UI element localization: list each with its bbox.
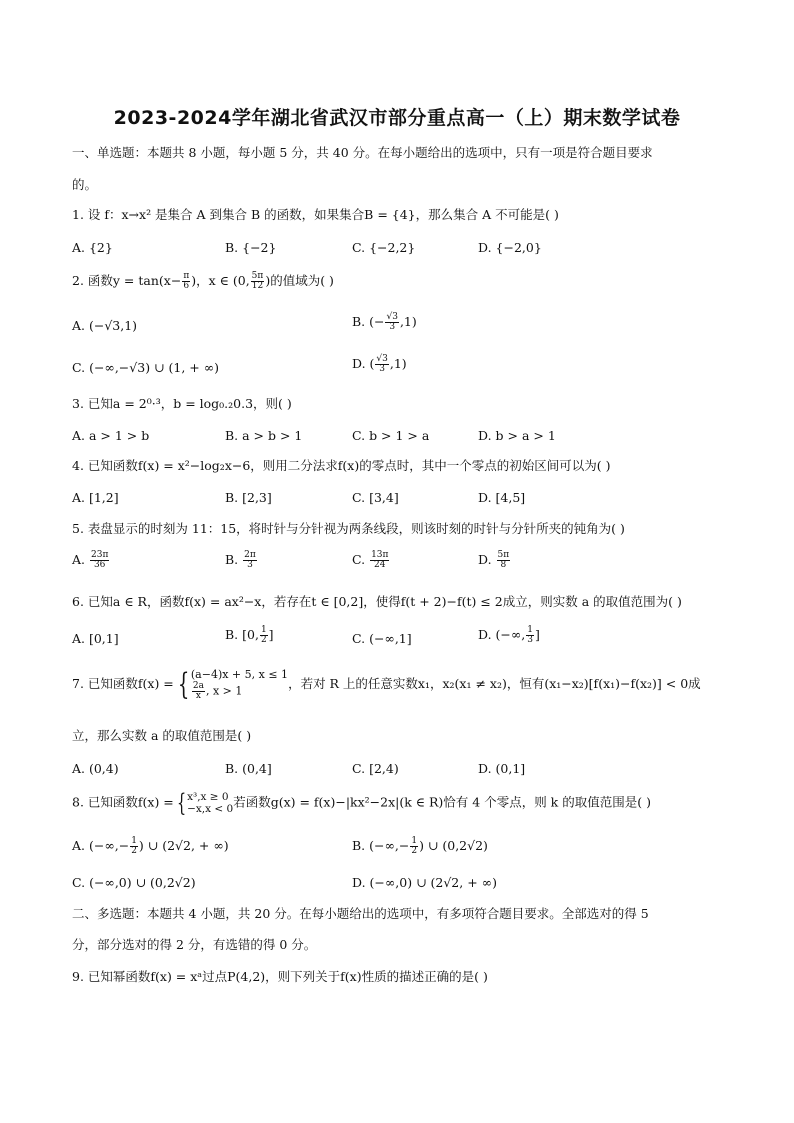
q5-option-b <box>225 551 258 570</box>
q2-frac2-num: 5π <box>251 271 264 281</box>
q5-stem: 5. 表盘显示的时刻为 11：15，将时针与分针视为两条线段，则该时刻的时针与分针所夹的钝角为( ) <box>72 521 625 536</box>
q7-piece2-frac <box>192 682 205 701</box>
q4-option-d: D. [4,5] <box>478 490 526 505</box>
q9-stem: 9. 已知幂函数f(x) = xᵃ过点P(4,2)，则下列关于f(x)性质的描述正确的是( ) <box>72 969 488 984</box>
q5-option-b-den: 3 <box>247 560 253 570</box>
q6-stem: 6. 已知a ∈ R，函数f(x) = ax²−x，若存在t ∈ [0,2]，使得f(t + 2)−f(t) ≤ 2成立，则实数 a 的取值范围为( ) <box>72 594 682 609</box>
q2-frac-pi-6 <box>182 272 190 291</box>
q2-frac2-den: 12 <box>251 281 264 291</box>
q1-option-b: B. {−2} <box>225 240 277 255</box>
q7-option-b: B. (0,4] <box>225 761 272 776</box>
q8-stem-part-b: 若函数g(x) = f(x)−|kx²−2x|(k ∈ R)恰有 4 个零点，则 k 的取值范围是( ) <box>233 794 651 810</box>
q2-frac-den: 6 <box>183 281 190 291</box>
q5-option-a-num: 23π <box>91 550 109 560</box>
q6-option-d-suffix: ] <box>535 627 540 642</box>
q8-stem <box>72 791 651 815</box>
q5-option-d-label: D. <box>478 552 492 567</box>
q2-option-d-frac <box>375 355 388 374</box>
q5-option-d <box>478 551 511 570</box>
page-title: 2023-2024学年湖北省武汉市部分重点高一（上）期末数学试卷 <box>113 107 681 129</box>
q2-stem-part-b: )，x ∈ (0, <box>191 273 250 288</box>
q8-option-b <box>352 837 488 856</box>
q8-option-b-suffix: ) ∪ (0,2√2) <box>419 838 488 853</box>
q3-option-c: C. b > 1 > a <box>352 428 430 443</box>
q2-option-d-den: 3 <box>379 364 385 374</box>
q7-piece2-den: x <box>195 691 201 701</box>
q5-option-c-den: 24 <box>374 560 386 570</box>
q8-option-a-den: 2 <box>131 846 137 856</box>
q4-option-a: A. [1,2] <box>72 490 119 505</box>
section1-heading-line2: 的。 <box>72 177 98 192</box>
q6-option-d-prefix: D. (−∞, <box>478 627 526 642</box>
q5-option-b-label: B. <box>225 552 239 567</box>
q2-option-c: C. (−∞,−√3) ∪ (1, + ∞) <box>72 360 220 375</box>
q4-stem: 4. 已知函数f(x) = x²−log₂x−6，则用二分法求f(x)的零点时，其中一个零点的初始区间可以为( ) <box>72 458 611 473</box>
q2-option-b <box>352 313 417 332</box>
q7-stem-continued: 立，那么实数 a 的取值范围是( ) <box>72 728 252 743</box>
q6-option-d-num: 1 <box>527 625 533 635</box>
q2-option-b-den: 3 <box>389 322 396 332</box>
q4-option-c: C. [3,4] <box>352 490 399 505</box>
q2-option-a: A. (−√3,1) <box>72 318 138 333</box>
q3-option-a: A. a > 1 > b <box>72 428 150 443</box>
section2-heading-line2: 分，部分选对的得 2 分，有选错的得 0 分。 <box>72 937 317 952</box>
q6-option-a: A. [0,1] <box>72 631 119 646</box>
q5-option-c <box>352 551 390 570</box>
q7-stem-part-a: 7. 已知函数f(x) = <box>72 676 174 691</box>
q8-stem-part-a: 8. 已知函数f(x) = <box>72 794 174 810</box>
q6-option-b-prefix: B. [0, <box>225 627 259 642</box>
q8-option-a-prefix: A. (−∞,− <box>72 838 130 853</box>
q8-option-a <box>72 837 229 856</box>
q8-piecewise <box>187 791 233 815</box>
q3-stem: 3. 已知a = 2⁰·³，b = log₀.₂0.3，则( ) <box>72 396 292 411</box>
q4-option-b: B. [2,3] <box>225 490 272 505</box>
q5-option-c-frac <box>370 551 389 570</box>
q3-option-d: D. b > a > 1 <box>478 428 556 443</box>
q1-stem: 1. 设 f：x→x² 是集合 A 到集合 B 的函数，如果集合B = {4}，那么集合 A 不可能是( ) <box>72 207 559 222</box>
q5-option-c-label: C. <box>352 552 366 567</box>
q7-piece2-suffix: , x > 1 <box>205 684 243 698</box>
q7-brace: { <box>177 666 190 702</box>
q1-option-a: A. {2} <box>72 240 113 255</box>
q6-option-b-suffix: ] <box>268 627 274 642</box>
q7-stem-part-b: ，若对 R 上的任意实数x₁，x₂(x₁ ≠ x₂)，恒有(x₁−x₂)[f(x₁)−f(x₂)] < 0成 <box>288 676 701 691</box>
q2-option-d-num: √3 <box>376 354 388 364</box>
q2-stem-part-c: )的值域为( ) <box>265 273 334 288</box>
q1-option-c: C. {−2,2} <box>352 240 416 255</box>
q7-piecewise <box>191 668 288 701</box>
q7-option-d: D. (0,1] <box>478 761 526 776</box>
q2-frac-num: π <box>183 271 190 281</box>
q2-option-d-suffix: ,1) <box>389 356 407 371</box>
q8-option-b-frac <box>410 837 418 856</box>
q8-option-b-den: 2 <box>411 846 418 856</box>
q8-option-c: C. (−∞,0) ∪ (0,2√2) <box>72 875 196 890</box>
q5-option-c-num: 13π <box>371 550 389 560</box>
q5-option-a-den: 36 <box>93 560 106 570</box>
q7-option-c: C. [2,4) <box>352 761 399 776</box>
q6-option-b-num: 1 <box>260 625 267 635</box>
q8-option-a-num: 1 <box>131 836 137 846</box>
q2-option-b-prefix: B. (− <box>352 314 385 329</box>
q8-option-b-num: 1 <box>411 836 418 846</box>
q5-option-d-num: 5π <box>497 550 510 560</box>
q6-option-c: C. (−∞,1] <box>352 631 412 646</box>
q7-piece2-num: 2a <box>192 681 204 691</box>
q6-option-d <box>478 626 540 645</box>
q2-stem-part-a: 2. 函数y = tan(x− <box>72 273 182 288</box>
section1-heading-line1: 一、单选题：本题共 8 小题，每小题 5 分，共 40 分。在每小题给出的选项中，只有一项是符合题目要求 <box>72 145 653 160</box>
q5-option-d-den: 8 <box>500 560 507 570</box>
q8-piece2: −x,x < 0 <box>187 803 234 815</box>
q2-stem <box>72 272 334 291</box>
q7-piece1: (a−4)x + 5, x ≤ 1 <box>190 668 289 681</box>
q6-option-d-frac <box>526 626 534 645</box>
q7-piece2 <box>191 682 288 701</box>
q8-brace: { <box>176 789 187 817</box>
q5-option-d-frac <box>497 551 511 570</box>
q6-option-b <box>225 626 274 645</box>
q5-option-a <box>72 551 110 570</box>
q8-option-d: D. (−∞,0) ∪ (2√2, + ∞) <box>352 875 497 890</box>
q1-option-d: D. {−2,0} <box>478 240 542 255</box>
q8-option-a-frac <box>130 837 138 856</box>
q5-option-b-frac <box>243 551 257 570</box>
q6-option-b-frac <box>260 626 268 645</box>
section2-heading-line1: 二、多选题：本题共 4 小题，共 20 分。在每小题给出的选项中，有多项符合题目要求。全部选对的得 5 <box>72 906 649 921</box>
q8-option-b-prefix: B. (−∞,− <box>352 838 410 853</box>
q6-option-d-den: 3 <box>527 635 533 645</box>
q3-option-b: B. a > b > 1 <box>225 428 303 443</box>
q8-option-a-suffix: ) ∪ (2√2, + ∞) <box>138 838 229 853</box>
q2-option-d-prefix: D. ( <box>352 356 375 371</box>
q2-option-d <box>352 355 407 374</box>
q2-frac-5pi-12 <box>251 272 265 291</box>
q2-option-b-frac <box>385 313 398 332</box>
q8-piece1: x³,x ≥ 0 <box>187 791 229 803</box>
q2-option-b-num: √3 <box>386 312 398 322</box>
q7-option-a: A. (0,4) <box>72 761 119 776</box>
q6-option-b-den: 2 <box>260 635 267 645</box>
q2-option-b-suffix: ,1) <box>399 314 417 329</box>
q5-option-a-label: A. <box>72 552 86 567</box>
q5-option-b-num: 2π <box>244 550 256 560</box>
q7-stem <box>72 668 701 701</box>
q5-option-a-frac <box>90 551 109 570</box>
